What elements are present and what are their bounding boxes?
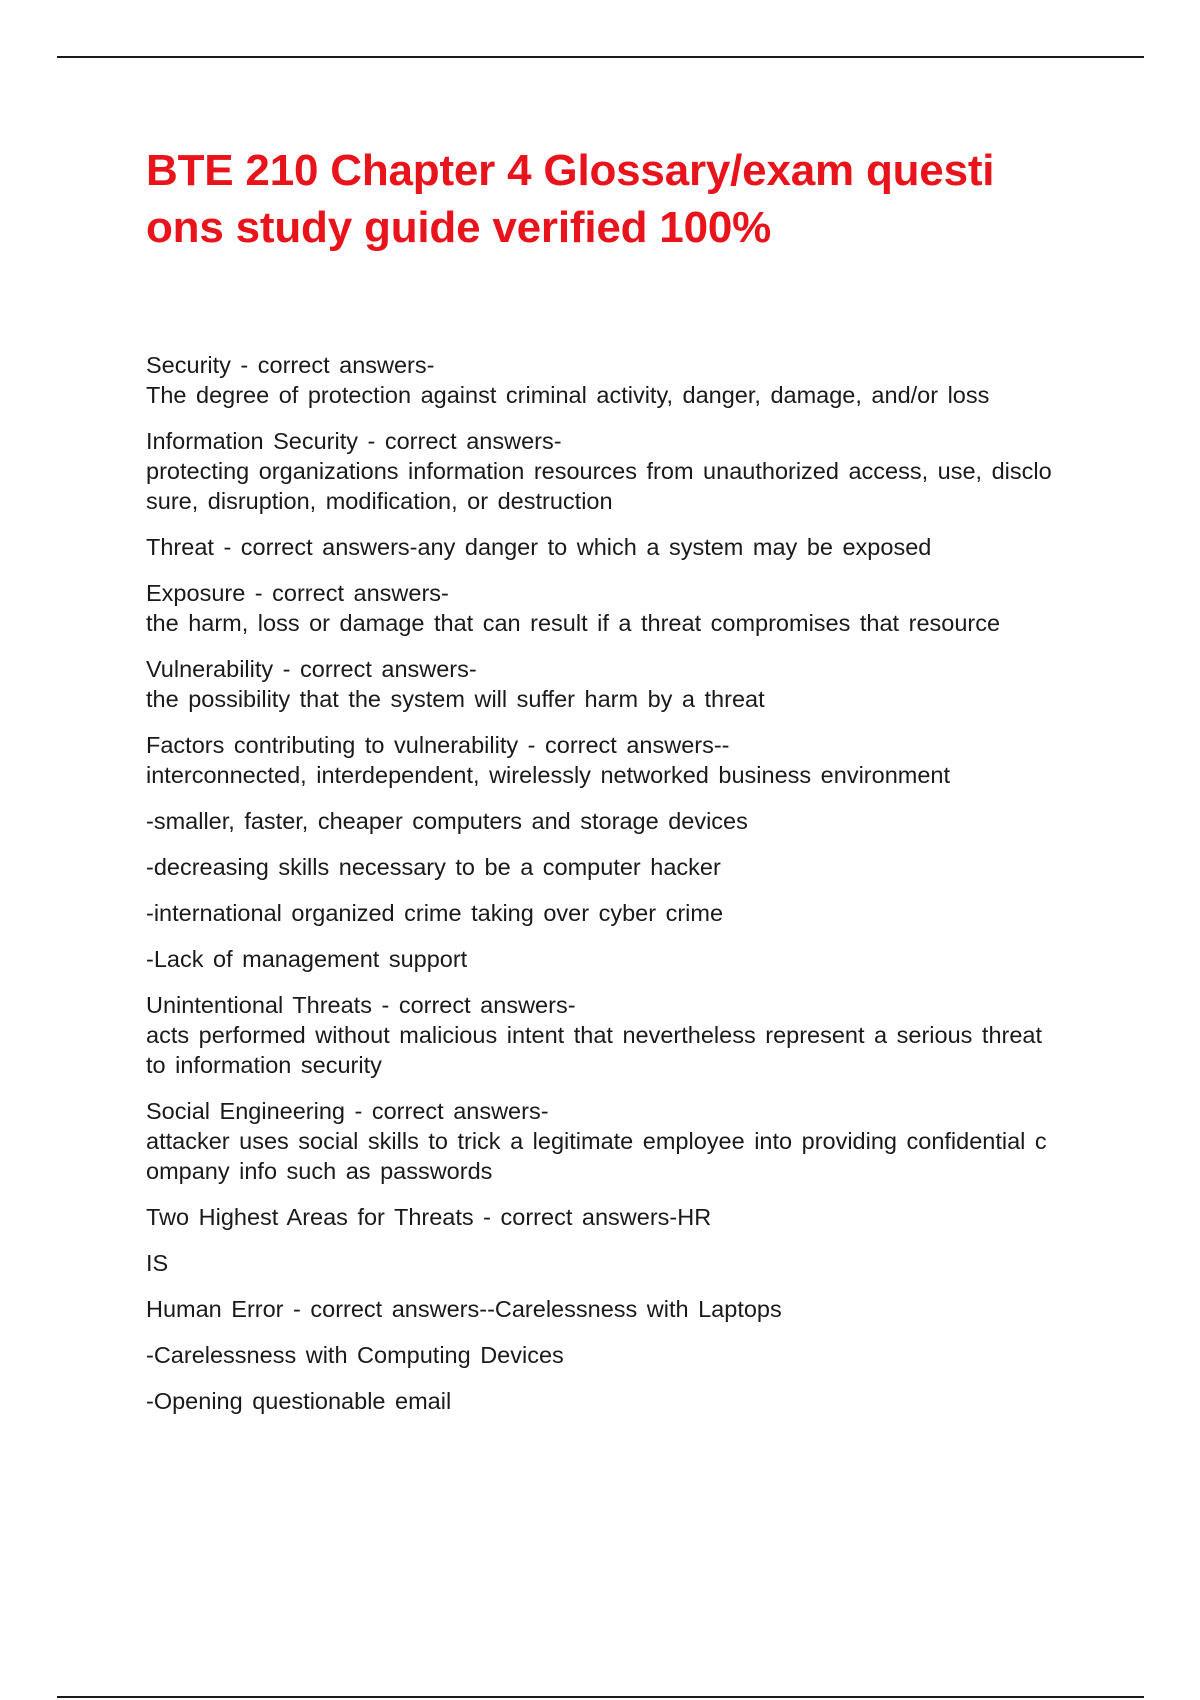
entry-line: acts performed without malicious intent that nevertheless represent a serious threat — [146, 1022, 1043, 1048]
bottom-rule — [57, 1696, 1144, 1698]
glossary-bullet — [146, 898, 1086, 928]
glossary-bullet — [146, 1386, 1086, 1416]
title-line: BTE 210 Chapter 4 Glossary/exam questi — [146, 146, 995, 195]
glossary-bullet — [146, 806, 1086, 836]
entry-line: to information security — [146, 1052, 382, 1078]
entry-line: Social Engineering - correct answers- — [146, 1098, 549, 1124]
entry-line: -decreasing skills necessary to be a computer hacker — [146, 854, 721, 880]
entry-line: -Carelessness with Computing Devices — [146, 1342, 564, 1368]
entry-line: Two Highest Areas for Threats - correct answers-HR — [146, 1204, 712, 1230]
entry-line: IS — [146, 1250, 169, 1276]
entry-line: attacker uses social skills to trick a legitimate employee into providing confidential c — [146, 1128, 1047, 1154]
top-rule — [57, 56, 1144, 58]
glossary-entry-human-error — [146, 1294, 1086, 1324]
entry-line: sure, disruption, modification, or destruction — [146, 488, 613, 514]
glossary-bullet — [146, 944, 1086, 974]
entry-line: Information Security - correct answers- — [146, 428, 562, 454]
entry-line: Factors contributing to vulnerability - correct answers-- — [146, 732, 730, 758]
glossary-entry-threat — [146, 532, 1086, 562]
entry-line: Human Error - correct answers--Carelessness with Laptops — [146, 1296, 782, 1322]
glossary-bullet — [146, 852, 1086, 882]
entry-line: The degree of protection against criminal activity, danger, damage, and/or loss — [146, 382, 990, 408]
entry-line: -international organized crime taking over cyber crime — [146, 900, 724, 926]
glossary-body — [146, 350, 1086, 1432]
entry-line: Unintentional Threats - correct answers- — [146, 992, 576, 1018]
glossary-entry-social-engineering — [146, 1096, 1086, 1186]
entry-line: the harm, loss or damage that can result if a threat compromises that resource — [146, 610, 1001, 636]
glossary-entry-vulnerability — [146, 654, 1086, 714]
glossary-entry-security — [146, 350, 1086, 410]
entry-line: protecting organizations information resources from unauthorized access, use, disclo — [146, 458, 1052, 484]
title-line: ons study guide verified 100% — [146, 203, 772, 252]
entry-line: Threat - correct answers-any danger to which a system may be exposed — [146, 534, 932, 560]
glossary-bullet — [146, 1248, 1086, 1278]
entry-line: -smaller, faster, cheaper computers and storage devices — [146, 808, 748, 834]
entry-line: the possibility that the system will suffer harm by a threat — [146, 686, 765, 712]
entry-line: ompany info such as passwords — [146, 1158, 493, 1184]
glossary-bullet — [146, 1340, 1086, 1370]
glossary-entry-information-security — [146, 426, 1086, 516]
glossary-entry-vulnerability-factors — [146, 730, 1086, 790]
entry-line: Vulnerability - correct answers- — [146, 656, 477, 682]
entry-line: interconnected, interdependent, wirelessly networked business environment — [146, 762, 951, 788]
glossary-entry-threat-areas — [146, 1202, 1086, 1232]
document-title — [146, 142, 1086, 256]
glossary-entry-exposure — [146, 578, 1086, 638]
entry-line: Exposure - correct answers- — [146, 580, 449, 606]
entry-line: -Lack of management support — [146, 946, 468, 972]
glossary-entry-unintentional-threats — [146, 990, 1086, 1080]
entry-line: Security - correct answers- — [146, 352, 435, 378]
entry-line: -Opening questionable email — [146, 1388, 452, 1414]
